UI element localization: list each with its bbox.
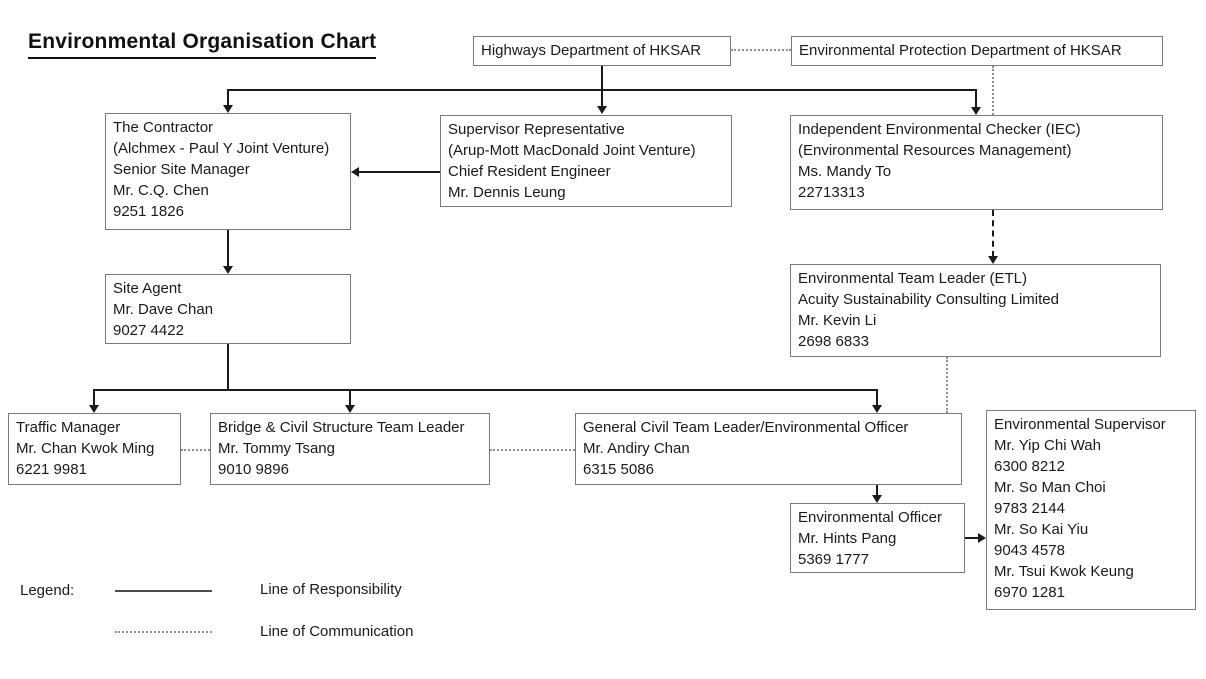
box-text-line: 9251 1826	[113, 203, 184, 220]
org-box-independent-environmental-checker	[790, 115, 1163, 210]
box-text-line: 2698 6833	[798, 333, 869, 350]
box-text-line: Mr. Tsui Kwok Keung	[994, 563, 1134, 580]
org-box-general-civil-team-leader	[575, 413, 962, 485]
box-text-line: Mr. Hints Pang	[798, 530, 897, 547]
connector-communication-traffic-bridge	[181, 449, 210, 451]
org-box-site-agent	[105, 274, 351, 344]
box-text-line: 5369 1777	[798, 551, 869, 568]
connector-supervisor-contractor	[359, 171, 440, 173]
org-box-traffic-manager	[8, 413, 181, 485]
connector-highways-supervisor	[601, 66, 603, 107]
box-text-line: Mr. C.Q. Chen	[113, 182, 209, 199]
connector-branch-iec	[975, 89, 977, 108]
arrowhead-down-general-civil	[872, 405, 882, 413]
connector-env-officer-env-supervisor	[965, 537, 979, 539]
page-title: Environmental Organisation Chart	[28, 30, 376, 59]
box-text-line: Mr. So Man Choi	[994, 479, 1106, 496]
box-text-line: (Environmental Resources Management)	[798, 142, 1072, 159]
box-text-line: 6970 1281	[994, 584, 1065, 601]
box-text-line: The Contractor	[113, 119, 214, 136]
box-text-line: 9783 2144	[994, 500, 1065, 517]
box-text-line: 9043 4578	[994, 542, 1065, 559]
box-text-line: Mr. Chan Kwok Ming	[16, 440, 155, 457]
box-text-line: 6300 8212	[994, 458, 1065, 475]
box-text-line: (Alchmex - Paul Y Joint Venture)	[113, 140, 330, 157]
connector-branch-general-civil	[876, 389, 878, 406]
legend-solid-line-sample	[115, 590, 212, 592]
box-text-line: General Civil Team Leader/Environmental Officer	[583, 419, 909, 436]
arrowhead-down-contractor	[223, 105, 233, 113]
org-box-supervisor-representative	[440, 115, 732, 207]
box-text-line: 6221 9981	[16, 461, 87, 478]
box-text-line: Senior Site Manager	[113, 161, 250, 178]
org-box-bridge-civil-team-leader	[210, 413, 490, 485]
box-text-line: Environmental Supervisor	[994, 416, 1166, 433]
box-text-line: Environmental Team Leader (ETL)	[798, 270, 1027, 287]
arrowhead-down-env-officer	[872, 495, 882, 503]
org-box-environmental-officer	[790, 503, 965, 573]
connector-communication-epd-iec	[992, 66, 994, 115]
box-text-line: Mr. Andiry Chan	[583, 440, 690, 457]
box-text-line: Ms. Mandy To	[798, 163, 892, 180]
arrowhead-right-env-supervisor	[978, 533, 986, 543]
connector-branch-bottom	[93, 389, 878, 391]
legend-communication-label: Line of Communication	[260, 623, 414, 640]
box-text-line: Mr. Dennis Leung	[448, 184, 566, 201]
legend-label: Legend:	[20, 582, 75, 599]
connector-communication-bridge-general-civil	[490, 449, 575, 451]
connector-branch-top	[227, 89, 977, 91]
arrowhead-left-contractor	[351, 167, 359, 177]
box-text-line: Chief Resident Engineer	[448, 163, 611, 180]
box-text-line: Environmental Protection Department of HKSAR	[799, 42, 1122, 59]
org-box-environmental-protection-department	[791, 36, 1163, 66]
box-text-line: Mr. So Kai Yiu	[994, 521, 1089, 538]
arrowhead-down-bridge	[345, 405, 355, 413]
arrowhead-down-iec	[971, 107, 981, 115]
box-text-line: Mr. Dave Chan	[113, 301, 214, 318]
box-text-line: Highways Department of HKSAR	[481, 42, 702, 59]
org-box-environmental-supervisor	[986, 410, 1196, 610]
connector-site-agent-branch	[227, 344, 229, 391]
box-text-line: Bridge & Civil Structure Team Leader	[218, 419, 465, 436]
box-text-line: 6315 5086	[583, 461, 654, 478]
box-text-line: Mr. Yip Chi Wah	[994, 437, 1101, 454]
box-text-line: Traffic Manager	[16, 419, 121, 436]
connector-communication-etl-general-civil	[946, 357, 948, 413]
connector-iec-etl	[992, 210, 994, 257]
legend-responsibility-label: Line of Responsibility	[260, 581, 402, 598]
box-text-line: Acuity Sustainability Consulting Limited	[798, 291, 1059, 308]
arrowhead-down-traffic	[89, 405, 99, 413]
arrowhead-down-site-agent	[223, 266, 233, 274]
arrowhead-down-supervisor	[597, 106, 607, 114]
box-text-line: Environmental Officer	[798, 509, 942, 526]
org-box-environmental-team-leader	[790, 264, 1161, 357]
box-text-line: Mr. Tommy Tsang	[218, 440, 335, 457]
box-text-line: Mr. Kevin Li	[798, 312, 877, 329]
box-text-line: 9027 4422	[113, 322, 184, 339]
arrowhead-down-etl	[988, 256, 998, 264]
connector-contractor-site-agent	[227, 230, 229, 267]
connector-communication-highways-epd	[731, 49, 791, 51]
box-text-line: Supervisor Representative	[448, 121, 625, 138]
box-text-line: Independent Environmental Checker (IEC)	[798, 121, 1081, 138]
org-box-highways-department	[473, 36, 731, 66]
legend-dotted-line-sample	[115, 631, 212, 633]
box-text-line: (Arup-Mott MacDonald Joint Venture)	[448, 142, 696, 159]
box-text-line: Site Agent	[113, 280, 182, 297]
connector-branch-contractor	[227, 89, 229, 106]
connector-branch-bridge	[349, 389, 351, 406]
connector-branch-traffic	[93, 389, 95, 406]
box-text-line: 22713313	[798, 184, 865, 201]
box-text-line: 9010 9896	[218, 461, 289, 478]
org-box-contractor	[105, 113, 351, 230]
